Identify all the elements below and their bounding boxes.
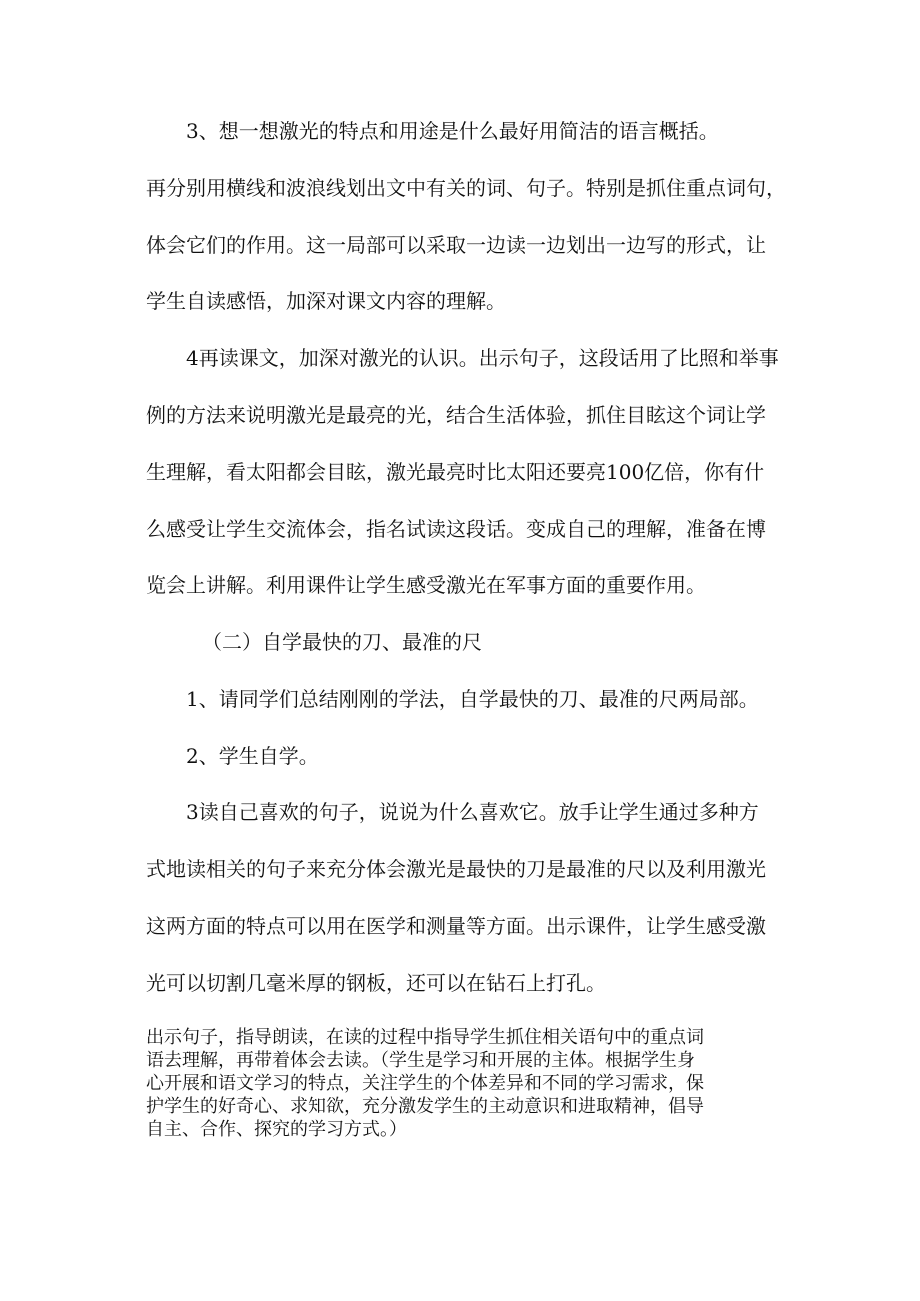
paragraph-line: 式地读相关的句子来充分体会激光是最快的刀是最准的尺以及利用激光 — [146, 857, 766, 881]
paragraph-line: 光可以切割几毫米厚的钢板，还可以在钻石上打孔。 — [146, 971, 606, 995]
paragraph-line: 再分别用横线和波浪线划出文中有关的词、句子。特别是抓住重点词句， — [146, 176, 786, 200]
paragraph-line: 4再读课文，加深对激光的认识。出示句子，这段话用了比照和举事 — [186, 346, 779, 370]
paragraph-line: 例的方法来说明激光是最亮的光，结合生活体验，抓住目眩这个词让学 — [146, 403, 766, 427]
list-item: 2、学生自学。 — [186, 744, 319, 768]
paragraph-line: 学生自读感悟，加深对课文内容的理解。 — [146, 289, 506, 313]
paragraph-line: 护学生的好奇心、求知欲，充分激发学生的主动意识和进取精神，倡导 — [146, 1096, 704, 1117]
paragraph-line: 生理解，看太阳都会目眩，激光最亮时比太阳还要亮100亿倍，你有什 — [146, 460, 765, 484]
paragraph-line: 么感受让学生交流体会，指名试读这段话。变成自己的理解，准备在博 — [146, 517, 766, 541]
section-heading: （二）自学最快的刀、最准的尺 — [202, 630, 482, 654]
paragraph-line: 3、想一想激光的特点和用途是什么最好用简洁的语言概括。 — [186, 119, 719, 143]
paragraph-line: 心开展和语文学习的特点，关注学生的个体差异和不同的学习需求，保 — [146, 1073, 704, 1094]
paragraph-line: 自主、合作、探究的学习方式。） — [146, 1119, 407, 1140]
list-item: 1、请同学们总结刚刚的学法，自学最快的刀、最准的尺两局部。 — [186, 687, 759, 711]
paragraph-line: 出示句子，指导朗读，在读的过程中指导学生抓住相关语句中的重点词 — [146, 1027, 704, 1048]
paragraph-line: 体会它们的作用。这一局部可以采取一边读一边划出一边写的形式，让 — [146, 233, 766, 257]
paragraph-line: 这两方面的特点可以用在医学和测量等方面。出示课件，让学生感受激 — [146, 914, 766, 938]
paragraph-line: 语去理解，再带着体会去读。（学生是学习和开展的主体。根据学生身 — [146, 1050, 695, 1071]
paragraph-line: 3读自己喜欢的句子，说说为什么喜欢它。放手让学生通过多种方 — [186, 800, 759, 824]
paragraph-line: 览会上讲解。利用课件让学生感受激光在军事方面的重要作用。 — [146, 573, 706, 597]
